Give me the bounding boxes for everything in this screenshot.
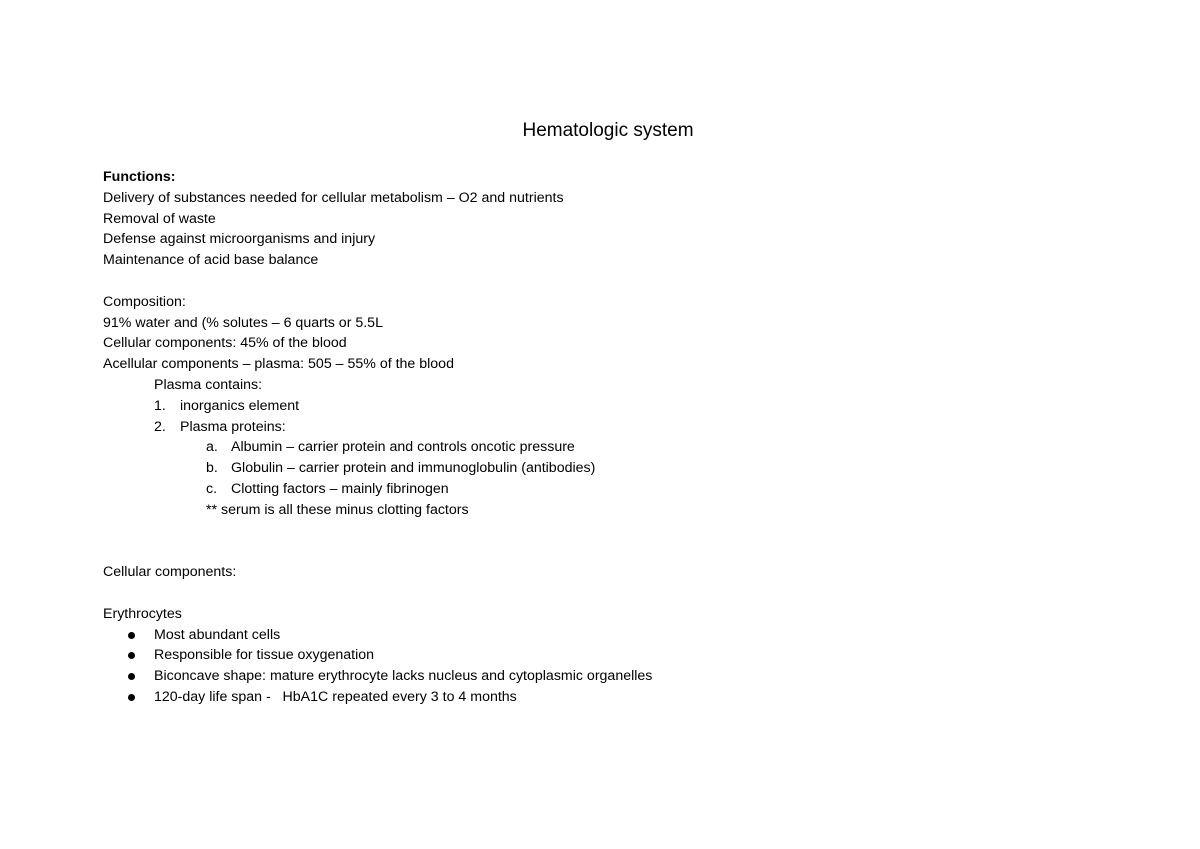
- numbered-item-text: inorganics element: [180, 397, 300, 414]
- function-item: Maintenance of acid base balance: [103, 252, 319, 269]
- list-marker: b.: [206, 460, 218, 477]
- bullet-item: [103, 625, 1103, 646]
- serum-note: ** serum is all these minus clotting factors: [206, 501, 469, 518]
- numbered-item: [103, 417, 1103, 438]
- protein-item-text: Clotting factors – mainly fibrinogen: [231, 480, 449, 497]
- list-marker: 1.: [154, 397, 166, 414]
- plasma-heading: Plasma contains:: [154, 376, 263, 393]
- bullet-item-text: Biconcave shape: mature erythrocyte lacks nucleus and cytoplasmic organelles: [154, 668, 653, 685]
- composition-heading: Composition:: [103, 293, 186, 310]
- bullet-icon: [128, 652, 135, 659]
- function-item: Defense against microorganisms and injury: [103, 231, 376, 248]
- bullet-item: [103, 645, 1103, 666]
- bullet-item: [103, 666, 1103, 687]
- bullet-icon: [128, 632, 135, 639]
- function-item: Delivery of substances needed for cellular metabolism – O2 and nutrients: [103, 189, 564, 206]
- page-title: Hematologic system: [522, 120, 694, 141]
- bullet-icon: [128, 694, 135, 701]
- document-body: [103, 167, 1103, 708]
- list-marker: a.: [206, 439, 218, 456]
- protein-item: [103, 479, 1103, 500]
- composition-line: Acellular components – plasma: 505 – 55% of the blood: [103, 356, 454, 373]
- spacer: [103, 583, 1103, 604]
- functions-heading: Functions:: [103, 169, 176, 185]
- spacer: [103, 521, 1103, 563]
- protein-item-text: Globulin – carrier protein and immunoglobulin (antibodies): [231, 460, 596, 477]
- bullet-item-text: Most abundant cells: [154, 626, 281, 643]
- bullet-item-text: 120-day life span - HbA1C repeated every 3 to 4 months: [154, 688, 517, 705]
- protein-item-text: Albumin – carrier protein and controls oncotic pressure: [231, 439, 575, 456]
- spacer: [103, 271, 1103, 292]
- numbered-item-text: Plasma proteins:: [180, 418, 286, 435]
- composition-line: Cellular components: 45% of the blood: [103, 335, 347, 352]
- bullet-item: [103, 687, 1103, 708]
- bullet-icon: [128, 673, 135, 680]
- list-marker: 2.: [154, 418, 166, 435]
- list-marker: c.: [206, 480, 218, 497]
- numbered-item: [103, 396, 1103, 417]
- protein-item: [103, 458, 1103, 479]
- function-item: Removal of waste: [103, 210, 216, 227]
- bullet-item-text: Responsible for tissue oxygenation: [154, 647, 375, 664]
- cellular-heading: Cellular components:: [103, 564, 237, 581]
- erythrocytes-heading: Erythrocytes: [103, 605, 182, 622]
- composition-line: 91% water and (% solutes – 6 quarts or 5.5L: [103, 314, 383, 331]
- protein-item: [103, 437, 1103, 458]
